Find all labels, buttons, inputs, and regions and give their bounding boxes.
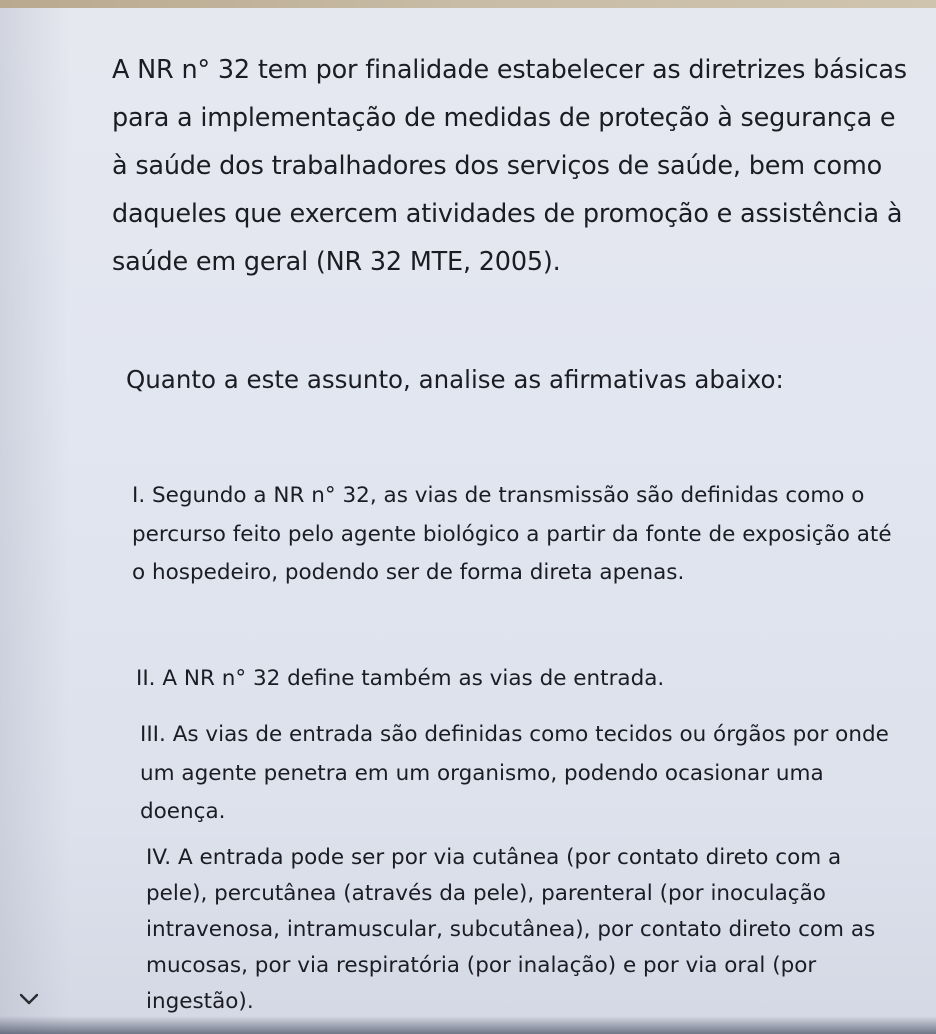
statement-iii: III. As vias de entrada são definidas como tecidos ou órgãos por onde um agente penetra em um organismo, podendo ocasionar uma doença. bbox=[140, 722, 889, 824]
statement-iv: IV. A entrada pode ser por via cutânea (por contato direto com a pele), percutânea (através da pele), parenteral (por inoculação intravenosa, intramuscular, subcutânea), por contato direto com as mucosas, por via respiratória (por inalação) e por via oral (por ingestão). bbox=[146, 845, 876, 1014]
statement-i: I. Segundo a NR n° 32, as vias de transmissão são definidas como o percurso feito pelo agente biológico a partir da fonte de exposição até o hospedeiro, podendo ser de forma direta apenas. bbox=[132, 483, 892, 585]
statement-ii: II. A NR n° 32 define também as vias de entrada. bbox=[136, 666, 665, 691]
question-prompt: Quanto a este assunto, analise as afirmativas abaixo: bbox=[126, 365, 784, 394]
chevron-down-icon[interactable] bbox=[18, 992, 40, 1006]
intro-paragraph: A NR n° 32 tem por finalidade estabelecer as diretrizes básicas para a implementação de medidas de proteção à segurança e à saúde dos trabalhadores dos serviços de saúde, bem como daqueles que exercem atividades de promoção e assistência à saúde em geral (NR 32 MTE, 2005). bbox=[112, 55, 907, 277]
screen-bottom-shadow bbox=[0, 1016, 936, 1034]
